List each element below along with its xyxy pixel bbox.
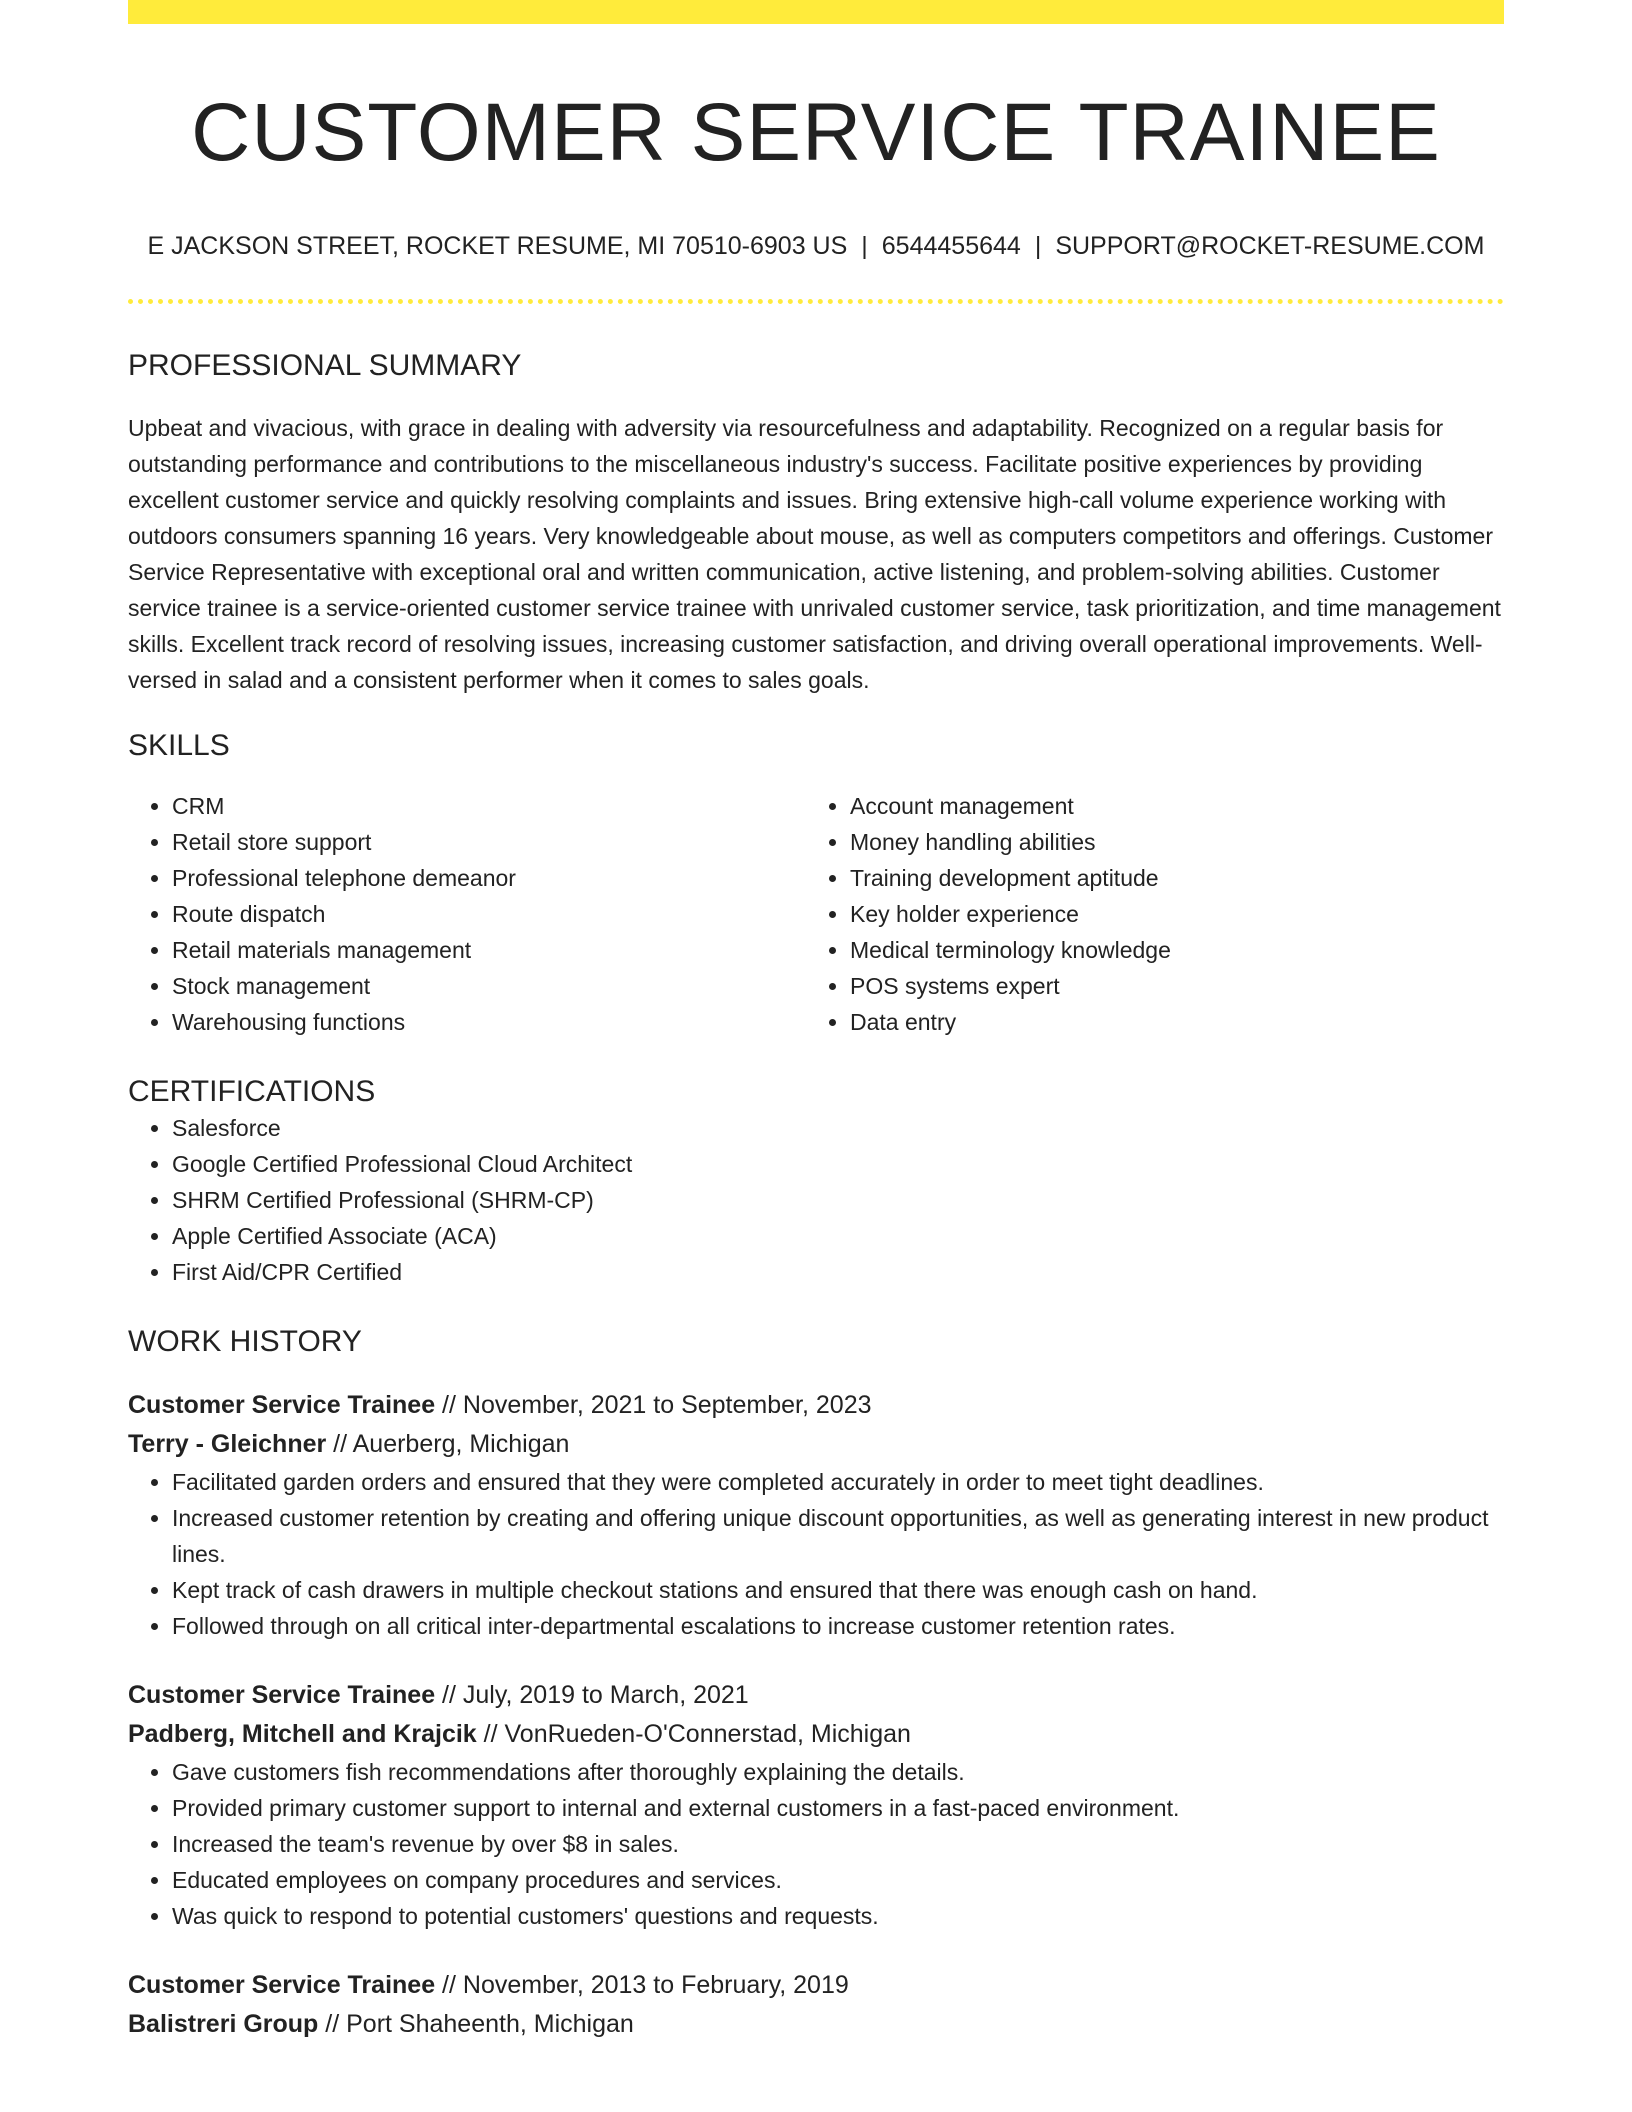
job-title-line (128, 1966, 1504, 2005)
certification-item: • SHRM Certified Professional (SHRM-CP) (172, 1182, 1504, 1218)
job-location: Port Shaheenth, Michigan (346, 2009, 634, 2038)
job-divider: // (326, 1429, 353, 1458)
job-duty: • Kept track of cash drawers in multiple checkout stations and ensured that there was enough cash on hand. (172, 1572, 1504, 1608)
job-title: Customer Service Trainee (128, 1390, 436, 1419)
job-title-line (128, 1386, 1504, 1425)
job-divider: // (318, 2009, 347, 2038)
job-company: Padberg, Mitchell and Krajcik (128, 1719, 477, 1748)
job-entry (128, 1386, 1504, 1644)
work-history-heading: WORK HISTORY (128, 1324, 362, 1358)
contact-phone: 6544455644 (881, 232, 1021, 261)
dotted-divider (128, 299, 1504, 304)
job-duty: • Increased the team's revenue by over $8 in sales. (172, 1826, 1504, 1862)
skill-item: • Medical terminology knowledge (850, 932, 1484, 968)
skills-list-left (128, 788, 806, 1040)
skills-columns (128, 788, 1504, 1040)
contact-email: SUPPORT@ROCKET-RESUME.COM (1055, 232, 1485, 261)
job-dates: July, 2019 to March, 2021 (462, 1680, 749, 1709)
skill-item: • CRM (172, 788, 806, 824)
certification-item: • Salesforce (172, 1110, 1504, 1146)
job-dates: November, 2013 to February, 2019 (462, 1970, 849, 1999)
job-entry (128, 1966, 1504, 2044)
job-divider: // (435, 1390, 463, 1419)
job-dates: November, 2021 to September, 2023 (462, 1390, 872, 1419)
job-title: Customer Service Trainee (128, 1680, 436, 1709)
job-company-line (128, 2005, 1504, 2044)
resume-title: CUSTOMER SERVICE TRAINEE (191, 87, 1441, 178)
job-divider: // (435, 1970, 463, 1999)
job-company: Terry - Gleichner (128, 1429, 327, 1458)
contact-separator: | (1034, 232, 1042, 261)
skills-left-column (128, 788, 806, 1040)
job-duties-list (128, 1464, 1504, 1644)
contact-line (128, 230, 1504, 263)
job-duty: • Followed through on all critical inter-departmental escalations to increase customer retention rates. (172, 1608, 1504, 1644)
certification-item: • First Aid/CPR Certified (172, 1254, 1504, 1290)
summary-text: Upbeat and vivacious, with grace in dealing with adversity via resourcefulness and adaptability. Recognized on a regular basis for outstanding performance and contributions to the miscellaneous industry's success. Facilitate positive experiences by providing excellent customer service and quickly resolving complaints and issues. Bring extensive high-call volume experience working with outdoors consumers spanning 16 years. Very knowledgeable about mouse, as well as computers competitors and offerings. Customer Service Representative with exceptional oral and written communication, active listening, and problem-solving abilities. Customer service trainee is a service-oriented customer service trainee with unrivaled customer service, task prioritization, and time management skills. Excellent track record of resolving issues, increasing customer satisfaction, and driving overall operational improvements. Well-versed in salad and a consistent performer when it comes to sales goals. (128, 414, 1501, 693)
skill-item: • Training development aptitude (850, 860, 1484, 896)
accent-top-bar (128, 0, 1504, 24)
skill-item: • Warehousing functions (172, 1004, 806, 1040)
skill-item: • Account management (850, 788, 1484, 824)
job-duty: • Gave customers fish recommendations after thoroughly explaining the details. (172, 1754, 1504, 1790)
summary-section (128, 348, 1504, 698)
skill-item: • Data entry (850, 1004, 1484, 1040)
certifications-list (128, 1110, 1504, 1290)
skill-item: • Professional telephone demeanor (172, 860, 806, 896)
skill-item: • Money handling abilities (850, 824, 1484, 860)
job-company: Balistreri Group (128, 2009, 319, 2038)
certification-item: • Google Certified Professional Cloud Architect (172, 1146, 1504, 1182)
job-company-line (128, 1425, 1504, 1464)
resume-page (128, 0, 1504, 2044)
certifications-heading: CERTIFICATIONS (128, 1074, 376, 1108)
skill-item: • POS systems expert (850, 968, 1484, 1004)
certification-item: • Apple Certified Associate (ACA) (172, 1218, 1504, 1254)
job-location: Auerberg, Michigan (352, 1429, 570, 1458)
job-title: Customer Service Trainee (128, 1970, 436, 1999)
job-entry (128, 1676, 1504, 1934)
skills-list-right (806, 788, 1484, 1040)
contact-separator: | (861, 232, 868, 261)
job-duties-list (128, 1754, 1504, 1934)
job-title-line (128, 1676, 1504, 1715)
skills-right-column (806, 788, 1484, 1040)
skill-item: • Stock management (172, 968, 806, 1004)
job-location: VonRueden-O'Connerstad, Michigan (504, 1719, 911, 1748)
job-company-line (128, 1715, 1504, 1754)
contact-address: E JACKSON STREET, ROCKET RESUME, MI 70510-6903 US (147, 232, 848, 261)
skills-heading: SKILLS (128, 728, 230, 762)
job-divider: // (435, 1680, 463, 1709)
skill-item: • Route dispatch (172, 896, 806, 932)
job-duty: • Facilitated garden orders and ensured that they were completed accurately in order to meet tight deadlines. (172, 1464, 1504, 1500)
job-duty: • Provided primary customer support to internal and external customers in a fast-paced environment. (172, 1790, 1504, 1826)
skill-item: • Key holder experience (850, 896, 1484, 932)
work-history-section (128, 1324, 1504, 2044)
certifications-section (128, 1074, 1504, 1290)
job-duty: • Was quick to respond to potential customers' questions and requests. (172, 1898, 1504, 1934)
skills-section (128, 728, 1504, 1040)
summary-heading: PROFESSIONAL SUMMARY (128, 348, 522, 382)
skill-item: • Retail store support (172, 824, 806, 860)
job-divider: // (476, 1719, 505, 1748)
job-duty: • Increased customer retention by creating and offering unique discount opportunities, as well as generating interest in new product lines. (172, 1500, 1504, 1572)
skill-item: • Retail materials management (172, 932, 806, 968)
job-duty: • Educated employees on company procedures and services. (172, 1862, 1504, 1898)
